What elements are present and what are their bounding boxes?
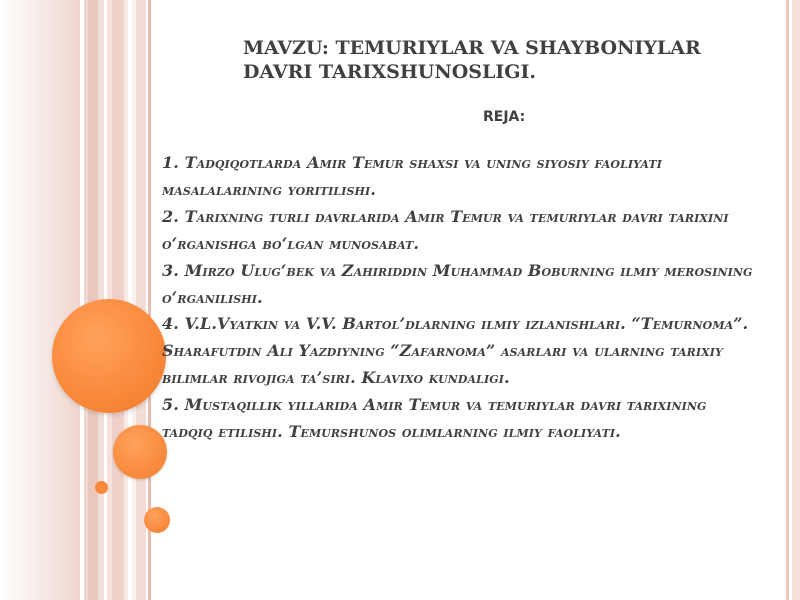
decorative-stripe bbox=[62, 0, 68, 600]
plan-item bbox=[162, 392, 762, 446]
plan-item-number: 1. bbox=[162, 153, 179, 172]
plan-heading: REJA: bbox=[483, 109, 526, 125]
decorative-circle-tiny bbox=[95, 481, 108, 494]
decorative-stripe bbox=[128, 0, 132, 600]
right-edge-stripe bbox=[792, 0, 800, 600]
slide-title-line1: MAVZU: TEMURIYLAR VA SHAYBONIYLAR bbox=[243, 37, 701, 59]
plan-item-number: 3. bbox=[162, 260, 179, 280]
decorative-stripe bbox=[136, 0, 146, 600]
plan-item-text: V.L.Vyatkin va V.V. Bartol’dlarning ilmiy izlanishlari. “Temurnoma”. Sharafutdin Ali Yazdiyning “Zafarnoma” asarlari va ularning tarixiy bilimlar rivojiga ta’siri. Klavixo kundaligi. bbox=[162, 314, 749, 388]
slide-title bbox=[243, 36, 763, 84]
slide-title-line2: DAVRI TARIXSHUNOSLIGI. bbox=[243, 61, 536, 83]
plan-item-number: 5. bbox=[162, 395, 179, 415]
decorative-circle-small bbox=[144, 507, 170, 533]
plan-item-text: Tadqiqotlarda Amir Temur shaxsi va uning siyosiy faoliyati masalalarining yoritilishi. bbox=[162, 153, 662, 199]
decorative-circle-large bbox=[52, 299, 166, 413]
decorative-circle-medium bbox=[113, 425, 167, 479]
plan-item-number: 2. bbox=[162, 206, 179, 226]
plan-item-text: Tarixning turli davrlarida Amir Temur va temuriylar davri tarixini o‘rganishga bo‘lgan munosabat. bbox=[162, 206, 729, 253]
right-edge-stripe bbox=[786, 0, 789, 600]
plan-item bbox=[162, 311, 762, 392]
decorative-stripe bbox=[80, 0, 84, 600]
plan-item-text: Mirzo Ulug‘bek va Zahiriddin Muhammad Boburning ilmiy merosining o‘rganilishi. bbox=[162, 260, 753, 307]
plan-item-number: 4. bbox=[162, 314, 179, 334]
plan-item bbox=[162, 258, 762, 312]
plan-item-text: Mustaqillik yillarida Amir Temur va temuriylar davri tarixining tadqiq etilishi. Temurshunos olimlarning ilmiy faoliyati. bbox=[162, 395, 707, 442]
plan-list bbox=[162, 150, 762, 446]
plan-item bbox=[162, 150, 762, 204]
plan-item bbox=[162, 204, 762, 258]
